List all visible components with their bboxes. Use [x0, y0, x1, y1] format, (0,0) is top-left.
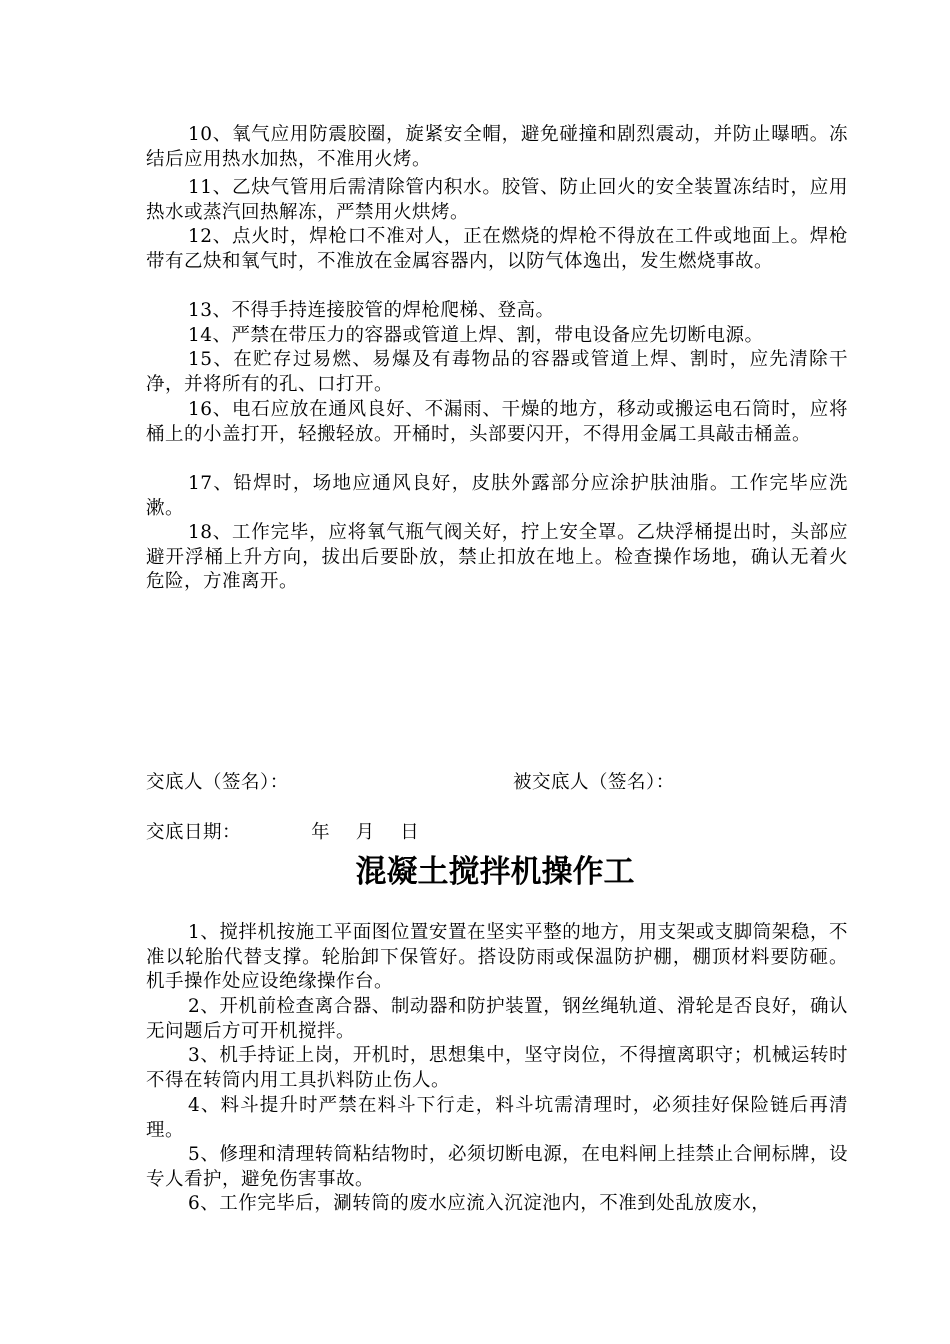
mixer-rule-item-5: 5、修理和清理转筒粘结物时，必须切断电源，在电料闸上挂禁止合闸标牌，设专人看护，避免伤害事故。 [146, 1144, 848, 1190]
rule-item-13: 13、不得手持连接胶管的焊枪爬梯、登高。 [188, 300, 555, 321]
mixer-rule-item-6: 6、工作完毕后，涮转筒的废水应流入沉淀池内，不准到处乱放废水， [188, 1193, 771, 1214]
disclosure-date-label: 交底日期： 年 月 日 [146, 822, 420, 843]
discloser-signature-label: 交底人（签名）： [146, 772, 289, 793]
rule-item-18: 18、工作完毕，应将氧气瓶气阀关好，拧上安全罩。乙炔浮桶提出时，头部应避开浮桶上升方向，拔出后要卧放，禁止扣放在地上。检查操作场地，确认无着火危险，方准离开。 [146, 522, 848, 592]
rule-item-11: 11、乙炔气管用后需清除管内积水。胶管、防止回火的安全装置冻结时，应用热水或蒸汽回热解冻，严禁用火烘烤。 [146, 177, 848, 223]
mixer-rule-item-4: 4、料斗提升时严禁在料斗下行走，料斗坑需清理时，必须挂好保险链后再清理。 [146, 1095, 848, 1141]
mixer-rule-item-2: 2、开机前检查离合器、制动器和防护装置，钢丝绳轨道、滑轮是否良好，确认无问题后方可开机搅拌。 [146, 996, 848, 1042]
rule-item-15: 15、在贮存过易燃、易爆及有毒物品的容器或管道上焊、割时，应先清除干净，并将所有的孔、口打开。 [146, 349, 848, 395]
mixer-rule-item-1: 1、搅拌机按施工平面图位置安置在坚实平整的地方，用支架或支脚筒架稳，不准以轮胎代替支撑。轮胎卸下保管好。搭设防雨或保温防护棚，棚顶材料要防砸。机手操作处应设绝缘操作台。 [146, 922, 848, 992]
section-title: 混凝土搅拌机操作工 [355, 854, 635, 890]
recipient-signature-label: 被交底人（签名）： [513, 772, 675, 793]
rule-item-12: 12、点火时，焊枪口不准对人，正在燃烧的焊枪不得放在工件或地面上。焊枪带有乙炔和氧气时，不准放在金属容器内，以防气体逸出，发生燃烧事故。 [146, 226, 848, 272]
mixer-rule-item-3: 3、机手持证上岗，开机时，思想集中，坚守岗位，不得擅离职守；机械运转时不得在转筒内用工具扒料防止伤人。 [146, 1045, 848, 1091]
rule-item-14: 14、严禁在带压力的容器或管道上焊、割，带电设备应先切断电源。 [188, 325, 764, 346]
rule-item-17: 17、铅焊时，场地应通风良好，皮肤外露部分应涂护肤油脂。工作完毕应洗漱。 [146, 473, 848, 519]
rule-item-10: 10、氧气应用防震胶圈，旋紧安全帽，避免碰撞和剧烈震动，并防止曝晒。冻结后应用热水加热，不准用火烤。 [146, 124, 848, 170]
rule-item-16: 16、电石应放在通风良好、不漏雨、干燥的地方，移动或搬运电石筒时，应将桶上的小盖打开，轻搬轻放。开桶时，头部要闪开，不得用金属工具敲击桶盖。 [146, 399, 848, 445]
